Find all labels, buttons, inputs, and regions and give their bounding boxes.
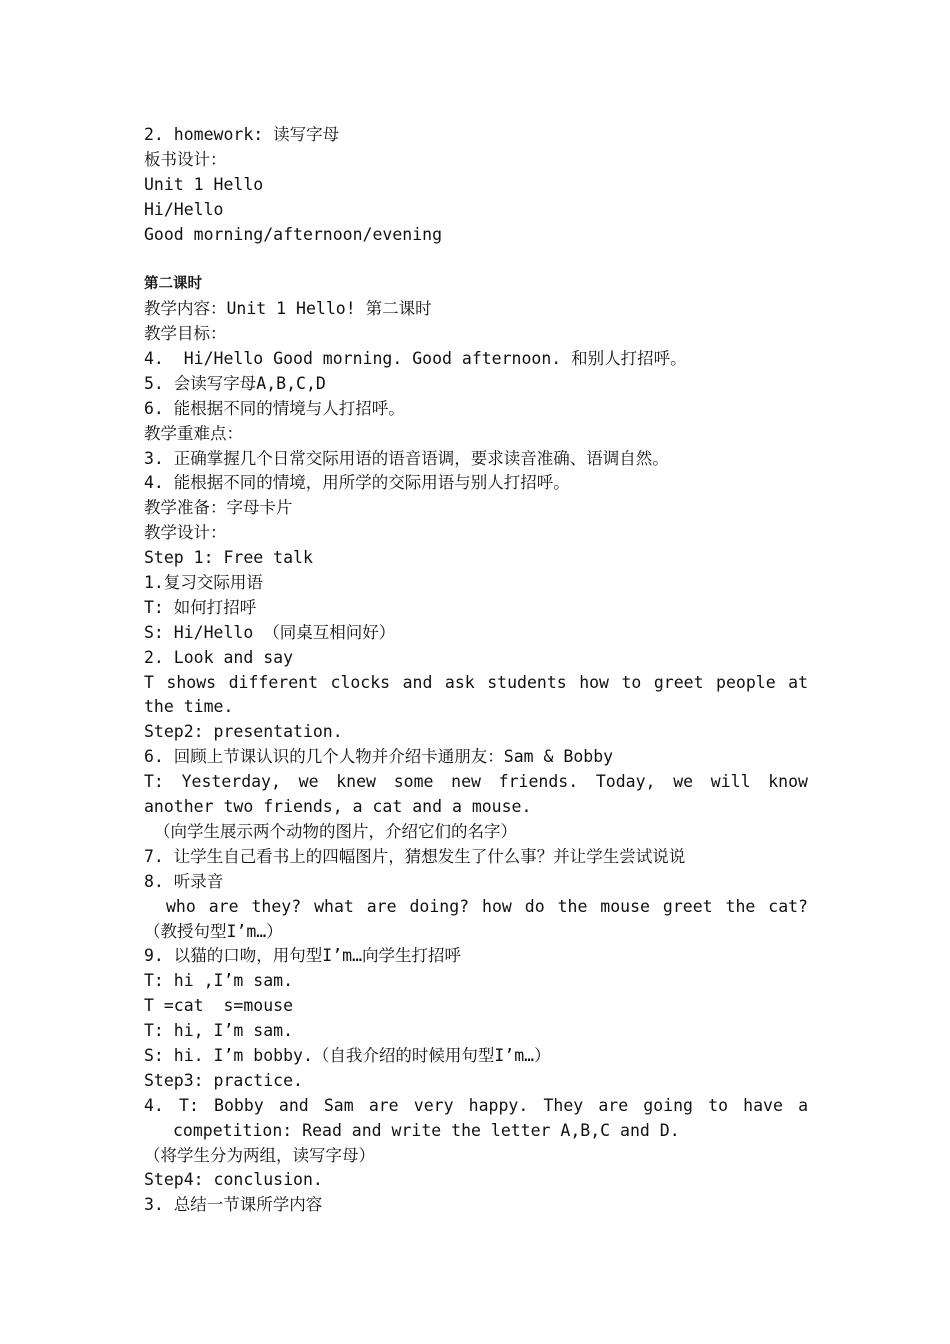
- text-line: 4. Hi/Hello Good morning. Good afternoon. 和别人打招呼。: [144, 349, 687, 369]
- text-line: 8. 听录音: [144, 871, 224, 891]
- blank-line: [144, 247, 808, 272]
- text-line: T: 如何打招呼: [144, 597, 257, 617]
- text-line: 教学设计：: [144, 523, 227, 543]
- text-line: T: hi, I’m sam.: [144, 1021, 294, 1041]
- text-line: Hi/Hello: [144, 199, 224, 219]
- text-line: 教学准备：字母卡片: [144, 498, 293, 518]
- text-line: 3. 总结一节课所学内容: [144, 1195, 323, 1215]
- text-line: 7. 让学生自己看书上的四幅图片，猜想发生了什么事？并让学生尝试说说: [144, 846, 686, 866]
- text-line: Unit 1 Hello: [144, 174, 264, 194]
- text-line: 6. 能根据不同的情境与人打招呼。: [144, 398, 405, 418]
- text-line: 教学内容：Unit 1 Hello! 第二课时: [144, 299, 432, 319]
- text-line: the time.: [144, 697, 234, 717]
- text-line: 4. T: Bobby and Sam are very happy. They are going to have a: [144, 1095, 808, 1115]
- text-line: Step4: conclusion.: [144, 1170, 323, 1190]
- text-line: who are they? what are doing? how do the mouse greet the cat?: [166, 896, 808, 916]
- text-line: 教学目标：: [144, 324, 227, 344]
- text-line: 6. 回顾上节课认识的几个人物并介绍卡通朋友：Sam & Bobby: [144, 747, 614, 767]
- document-page: [144, 123, 808, 1218]
- text-line: Good morning/afternoon/evening: [144, 224, 443, 244]
- text-line: Step3: practice.: [144, 1070, 303, 1090]
- text-line: S: hi. I’m bobby.（自我介绍的时候用句型I’m…）: [144, 1045, 551, 1065]
- text-line: Step2: presentation.: [144, 722, 343, 742]
- text-line: Step 1: Free talk: [144, 548, 313, 568]
- text-line: 5. 会读写字母A,B,C,D: [144, 373, 326, 393]
- text-line: 3. 正确掌握几个日常交际用语的语音语调，要求读音准确、语调自然。: [144, 448, 669, 468]
- text-line: 4. 能根据不同的情境，用所学的交际用语与别人打招呼。: [144, 473, 570, 493]
- text-line: competition: Read and write the letter A,B,C and D.: [173, 1120, 680, 1140]
- text-line: （向学生展示两个动物的图片，介绍它们的名字）: [154, 821, 517, 841]
- text-line: T shows different clocks and ask students how to greet people at: [144, 672, 808, 692]
- section-heading: 第二课时: [144, 276, 202, 293]
- text-line: （将学生分为两组，读写字母）: [144, 1145, 375, 1165]
- text-line: T: hi ,I’m sam.: [144, 971, 294, 991]
- text-line: 教学重难点：: [144, 423, 243, 443]
- text-line: 2. Look and say: [144, 647, 294, 667]
- text-line: S: Hi/Hello （同桌互相问好）: [144, 622, 396, 642]
- text-line: 9. 以猫的口吻，用句型I’m…向学生打招呼: [144, 946, 462, 966]
- text-line: T =cat s=mouse: [144, 996, 294, 1016]
- text-line: （教授句型I’m…）: [144, 921, 283, 941]
- text-line: 板书设计：: [144, 149, 227, 169]
- text-line: 2. homework: 读写字母: [144, 125, 340, 144]
- text-line: 1.复习交际用语: [144, 573, 263, 593]
- text-line: another two friends, a cat and a mouse.: [144, 797, 532, 817]
- text-line: T: Yesterday, we knew some new friends. Today, we will know: [144, 772, 808, 792]
